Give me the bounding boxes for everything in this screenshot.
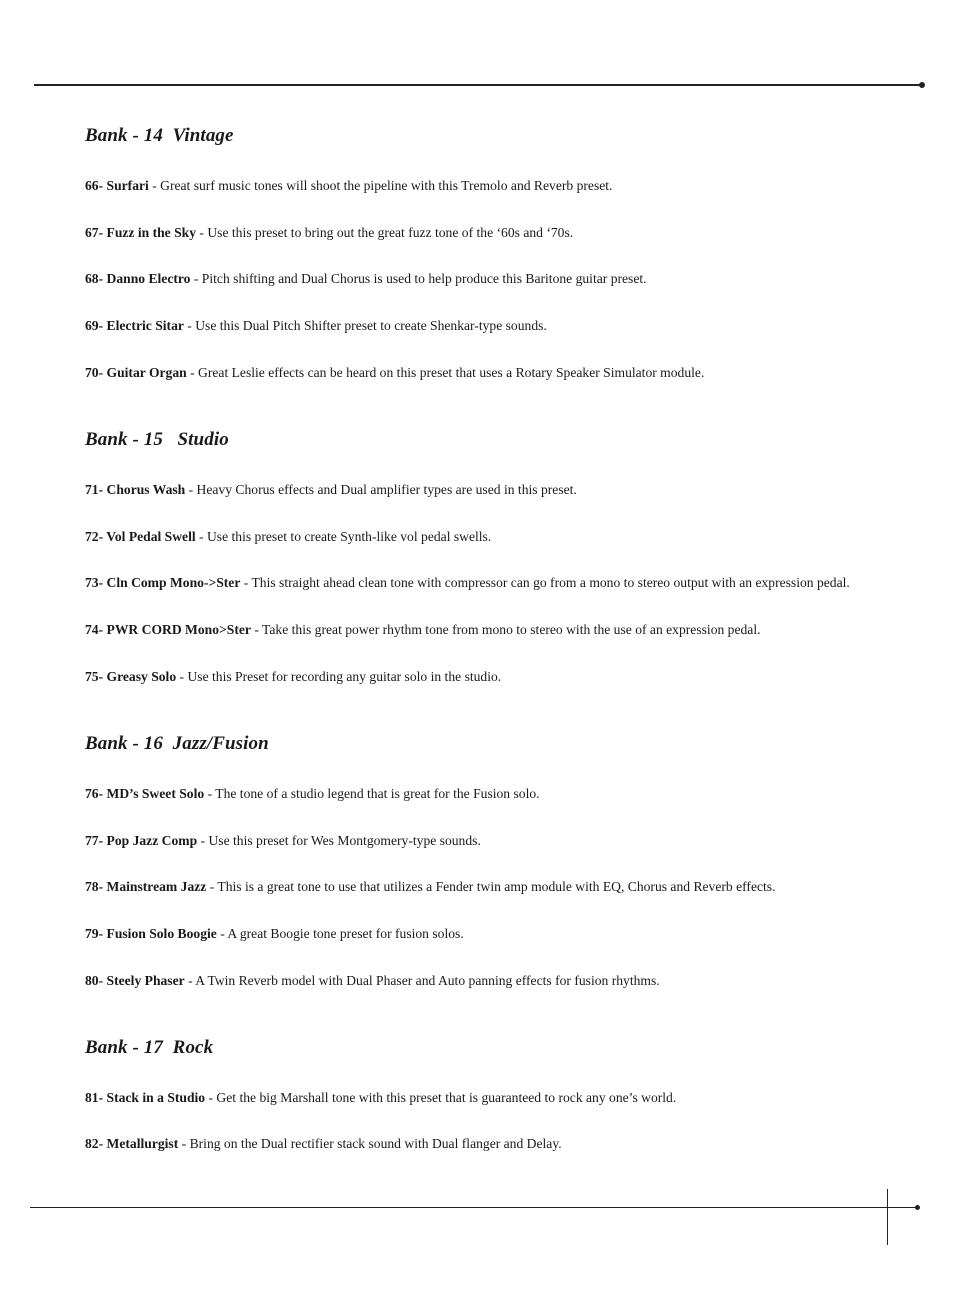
preset-description: - The tone of a studio legend that is great for the Fusion solo. bbox=[204, 786, 540, 801]
preset-name: 75- Greasy Solo bbox=[85, 669, 177, 684]
preset-description: - This is a great tone to use that utilizes a Fender twin amp module with EQ, Chorus and Reverb effects. bbox=[206, 879, 776, 894]
bank-heading: Bank - 15 Studio bbox=[85, 429, 229, 450]
preset-item bbox=[85, 833, 481, 849]
preset-item bbox=[85, 271, 647, 287]
preset-description: - A great Boogie tone preset for fusion solos. bbox=[216, 926, 464, 941]
preset-description: - Bring on the Dual rectifier stack sound with Dual flanger and Delay. bbox=[178, 1136, 562, 1151]
preset-item bbox=[85, 365, 704, 381]
preset-name: 82- Metallurgist bbox=[85, 1136, 179, 1151]
preset-name: 76- MD’s Sweet Solo bbox=[85, 786, 205, 801]
preset-name: 77- Pop Jazz Comp bbox=[85, 833, 198, 848]
preset-item bbox=[85, 225, 573, 241]
preset-description: - A Twin Reverb model with Dual Phaser and Auto panning effects for fusion rhythms. bbox=[184, 973, 660, 988]
preset-item bbox=[85, 318, 547, 334]
preset-item bbox=[85, 529, 491, 545]
preset-item bbox=[85, 973, 660, 989]
preset-description: - Take this great power rhythm tone from mono to stereo with the use of an expression pedal. bbox=[250, 622, 761, 637]
preset-name: 79- Fusion Solo Boogie bbox=[85, 926, 217, 941]
preset-description: - Great Leslie effects can be heard on this preset that uses a Rotary Speaker Simulator module. bbox=[186, 365, 705, 380]
preset-name: 74- PWR CORD Mono>Ster bbox=[85, 622, 251, 637]
preset-name: 73- Cln Comp Mono->Ster bbox=[85, 575, 241, 590]
preset-name: 69- Electric Sitar bbox=[85, 318, 184, 333]
preset-item bbox=[85, 786, 540, 802]
preset-item bbox=[85, 669, 501, 685]
preset-item bbox=[85, 482, 577, 498]
preset-name: 80- Steely Phaser bbox=[85, 973, 185, 988]
preset-name: 68- Danno Electro bbox=[85, 271, 191, 286]
preset-name: 81- Stack in a Studio bbox=[85, 1090, 206, 1105]
preset-description: - Use this Preset for recording any guitar solo in the studio. bbox=[176, 669, 502, 684]
preset-item bbox=[85, 1090, 676, 1106]
preset-description: - Use this Dual Pitch Shifter preset to create Shenkar-type sounds. bbox=[183, 318, 547, 333]
preset-description: - Heavy Chorus effects and Dual amplifier types are used in this preset. bbox=[185, 482, 577, 497]
bottom-rule-end-dot bbox=[915, 1205, 920, 1210]
preset-description: - Use this preset to create Synth-like vol pedal swells. bbox=[195, 529, 492, 544]
preset-name: 72- Vol Pedal Swell bbox=[85, 529, 196, 544]
preset-name: 70- Guitar Organ bbox=[85, 365, 187, 380]
preset-item bbox=[85, 575, 850, 591]
preset-name: 71- Chorus Wash bbox=[85, 482, 186, 497]
preset-name: 66- Surfari bbox=[85, 178, 149, 193]
crop-mark bbox=[887, 1189, 888, 1245]
bank-heading: Bank - 14 Vintage bbox=[85, 125, 234, 146]
preset-description: - Use this preset to bring out the great fuzz tone of the ‘60s and ‘70s. bbox=[196, 225, 574, 240]
preset-item bbox=[85, 1136, 562, 1152]
bank-heading: Bank - 16 Jazz/Fusion bbox=[85, 733, 269, 754]
top-rule bbox=[34, 84, 921, 86]
preset-description: - Get the big Marshall tone with this preset that is guaranteed to rock any one’s world. bbox=[205, 1090, 677, 1105]
preset-description: - This straight ahead clean tone with compressor can go from a mono to stereo output with an expression pedal. bbox=[240, 575, 850, 590]
preset-name: 67- Fuzz in the Sky bbox=[85, 225, 197, 240]
preset-description: - Pitch shifting and Dual Chorus is used to help produce this Baritone guitar preset. bbox=[190, 271, 647, 286]
preset-item bbox=[85, 622, 761, 638]
preset-description: - Use this preset for Wes Montgomery-type sounds. bbox=[197, 833, 481, 848]
bank-heading: Bank - 17 Rock bbox=[85, 1037, 214, 1058]
preset-item bbox=[85, 926, 464, 942]
top-rule-end-dot bbox=[919, 82, 925, 88]
preset-item bbox=[85, 879, 775, 895]
preset-name: 78- Mainstream Jazz bbox=[85, 879, 207, 894]
preset-description: - Great surf music tones will shoot the pipeline with this Tremolo and Reverb preset. bbox=[148, 178, 613, 193]
preset-item bbox=[85, 178, 612, 194]
bottom-rule bbox=[30, 1207, 917, 1208]
